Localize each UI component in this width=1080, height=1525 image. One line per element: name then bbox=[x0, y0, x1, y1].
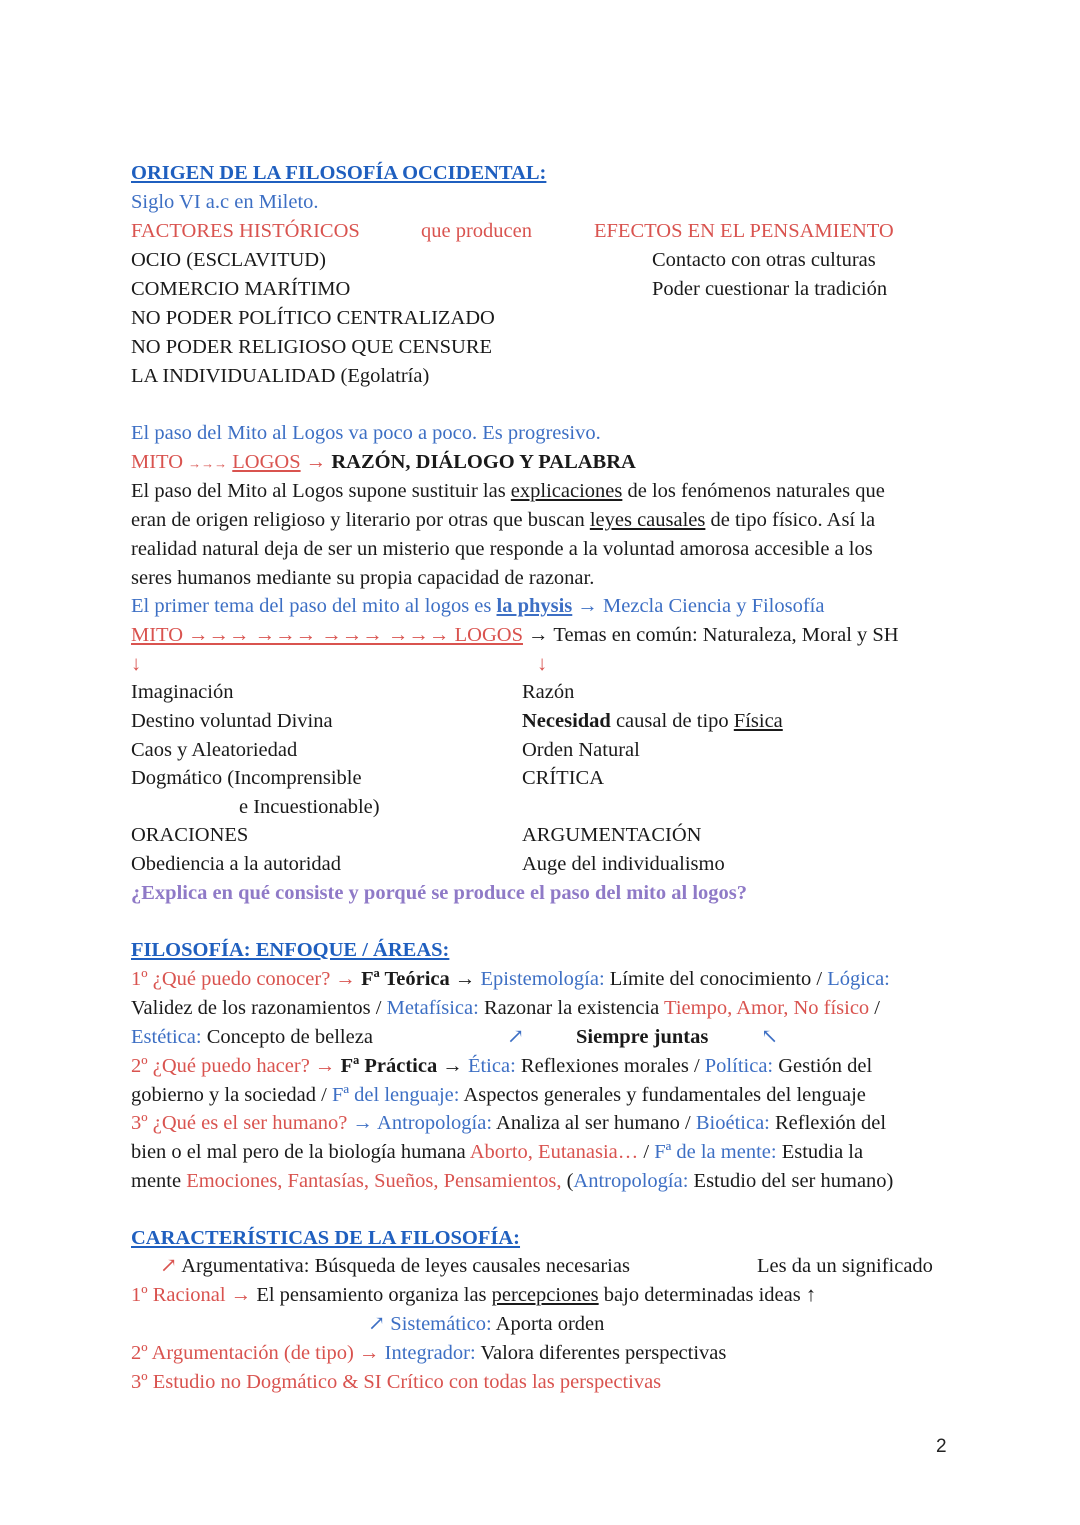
factor-item: LA INDIVIDUALIDAD (Egolatría) bbox=[131, 365, 430, 387]
text-underlined: explicaciones bbox=[510, 480, 623, 502]
col-effects: EFECTOS EN EL PENSAMIENTO bbox=[594, 220, 894, 242]
text: Emociones, Fantasías, Sueños, Pensamientos, bbox=[186, 1170, 562, 1192]
text: Reflexión del bbox=[775, 1112, 887, 1134]
areas-line bbox=[131, 1027, 831, 1048]
paragraph-line: realidad natural deja de ser un misterio que responde a la voluntad amorosa accesible a los bbox=[131, 538, 873, 560]
text: Tiempo, Amor, No físico bbox=[664, 997, 870, 1019]
text: causal de tipo bbox=[610, 710, 734, 732]
text: bajo determinadas ideas ↑ bbox=[598, 1284, 817, 1306]
text: Fª del lenguaje: bbox=[331, 1084, 460, 1106]
text: Bioética: bbox=[695, 1112, 770, 1134]
char-line bbox=[368, 1314, 604, 1335]
logos-label: LOGOS bbox=[232, 451, 301, 473]
mito-item: ORACIONES bbox=[131, 824, 249, 846]
text: Lógica: bbox=[827, 968, 890, 990]
down-arrow-left: ↓ bbox=[131, 653, 142, 675]
factors-header-row bbox=[131, 221, 991, 242]
text-underlined: percepciones bbox=[491, 1284, 599, 1306]
factor-item: COMERCIO MARÍTIMO bbox=[131, 278, 351, 300]
logos-item: ARGUMENTACIÓN bbox=[522, 824, 702, 846]
text: 3º ¿Qué es el ser humano? bbox=[131, 1112, 348, 1134]
paragraph-line: seres humanos mediante su propia capacidad de razonar. bbox=[131, 567, 595, 589]
text: Límite del conocimiento / bbox=[609, 968, 823, 990]
areas-line bbox=[131, 969, 890, 990]
section-title-origen: ORIGEN DE LA FILOSOFÍA OCCIDENTAL: bbox=[131, 162, 547, 184]
mito-to-logos: MITO →→→ →→→ →→→ →→→ LOGOS bbox=[131, 624, 523, 646]
areas-line bbox=[131, 998, 880, 1019]
text: de tipo físico. Así la bbox=[705, 509, 876, 531]
text: El paso del Mito al Logos supone sustituir las bbox=[131, 480, 511, 502]
text: Estudia la bbox=[781, 1141, 864, 1163]
text: Aborto, Eutanasia… bbox=[469, 1141, 639, 1163]
arrow: ↗ bbox=[507, 1026, 525, 1048]
text: Metafísica: bbox=[386, 997, 479, 1019]
text: Ética: bbox=[467, 1055, 516, 1077]
section-title-caracteristicas: CARACTERÍSTICAS DE LA FILOSOFÍA: bbox=[131, 1227, 521, 1249]
text: → Mezcla Ciencia y Filosofía bbox=[577, 595, 825, 617]
text-underlined: leyes causales bbox=[589, 509, 706, 531]
mito-item: Obediencia a la autoridad bbox=[131, 853, 342, 875]
logos-item: Auge del individualismo bbox=[522, 853, 725, 875]
text-bold: Fª Práctica bbox=[340, 1055, 438, 1077]
effect-item: Contacto con otras culturas bbox=[652, 249, 876, 271]
text: / bbox=[874, 997, 880, 1019]
text-underlined: Física bbox=[733, 710, 783, 732]
text: Reflexiones morales / bbox=[520, 1055, 700, 1077]
physis-term: la physis bbox=[496, 595, 573, 617]
text: Estudio del ser humano) bbox=[693, 1170, 894, 1192]
arrows-short: →→→ bbox=[188, 456, 228, 471]
text-bold: Necesidad bbox=[522, 710, 611, 732]
text: Les da un significado bbox=[757, 1255, 933, 1277]
paragraph-line bbox=[131, 510, 875, 531]
section-title-enfoque: FILOSOFÍA: ENFOQUE / ÁREAS: bbox=[131, 939, 450, 961]
mito-label: MITO bbox=[131, 451, 184, 473]
text: El primer tema del paso del mito al logos es bbox=[131, 595, 497, 617]
text: Concepto de belleza bbox=[206, 1026, 373, 1048]
factor-item: NO PODER POLÍTICO CENTRALIZADO bbox=[131, 307, 495, 329]
arrow: → bbox=[305, 451, 327, 473]
text: gobierno y la sociedad / bbox=[131, 1084, 327, 1106]
subtitle-siglo: Siglo VI a.c en Mileto. bbox=[131, 191, 319, 213]
text: Validez de los razonamientos / bbox=[131, 997, 382, 1019]
mito-logos-intro: El paso del Mito al Logos va poco a poco. Es progresivo. bbox=[131, 422, 601, 444]
text: Razonar la existencia bbox=[483, 997, 660, 1019]
physis-line bbox=[131, 596, 824, 617]
text: Integrador: bbox=[384, 1342, 476, 1364]
text: El pensamiento organiza las bbox=[256, 1284, 492, 1306]
areas-line bbox=[131, 1142, 863, 1163]
text: Política: bbox=[704, 1055, 774, 1077]
text: Fª de la mente: bbox=[654, 1141, 777, 1163]
text: / bbox=[643, 1141, 650, 1163]
text: mente bbox=[131, 1170, 182, 1192]
text: de los fenómenos naturales que bbox=[622, 480, 885, 502]
text: Aspectos generales y fundamentales del lenguaje bbox=[463, 1084, 866, 1106]
text: → Antropología: bbox=[352, 1112, 493, 1134]
factor-item: OCIO (ESCLAVITUD) bbox=[131, 249, 326, 271]
areas-line bbox=[131, 1056, 872, 1077]
text: Argumentativa: Búsqueda de leyes causales necesarias bbox=[181, 1255, 630, 1277]
arrow: ↖ bbox=[761, 1026, 779, 1048]
logos-item: Razón bbox=[522, 681, 575, 703]
razon-label: RAZÓN, DIÁLOGO Y PALABRA bbox=[331, 451, 636, 473]
text: ( bbox=[566, 1170, 574, 1192]
text: Aporta orden bbox=[495, 1313, 605, 1335]
text: Analiza al ser humano / bbox=[496, 1112, 691, 1134]
text: 2º ¿Qué puedo hacer? → bbox=[131, 1055, 336, 1077]
effect-item: Poder cuestionar la tradición bbox=[652, 278, 888, 300]
logos-item: CRÍTICA bbox=[522, 767, 604, 789]
char-line bbox=[160, 1256, 950, 1277]
logos-item bbox=[522, 711, 783, 732]
text-bold: Siempre juntas bbox=[576, 1026, 709, 1048]
areas-line bbox=[131, 1085, 866, 1106]
paragraph-line bbox=[131, 481, 885, 502]
mito-item: Caos y Aleatoriedad bbox=[131, 739, 298, 761]
text: Gestión del bbox=[778, 1055, 873, 1077]
long-mito-line bbox=[131, 625, 899, 646]
text: 1º ¿Qué puedo conocer? → bbox=[131, 968, 356, 990]
text: Estética: bbox=[131, 1026, 202, 1048]
areas-line bbox=[131, 1113, 886, 1134]
text-bold: Fª Teórica bbox=[361, 968, 450, 990]
col-produce: que producen bbox=[421, 220, 532, 242]
logos-item: Orden Natural bbox=[522, 739, 640, 761]
mito-item: Imaginación bbox=[131, 681, 234, 703]
mito-logos-line bbox=[131, 452, 636, 473]
mito-item: Destino voluntad Divina bbox=[131, 710, 333, 732]
text: ↗ Sistemático: bbox=[368, 1313, 492, 1335]
down-arrow-right: ↓ bbox=[537, 653, 548, 675]
arrow: → bbox=[442, 1055, 463, 1077]
text: eran de origen religioso y literario por otras que buscan bbox=[131, 509, 590, 531]
char-line bbox=[131, 1285, 816, 1306]
arrow: → bbox=[454, 968, 476, 990]
mito-item: Dogmático (Incomprensible bbox=[131, 767, 362, 789]
col-factors: FACTORES HISTÓRICOS bbox=[131, 220, 360, 242]
text: Epistemología: bbox=[480, 968, 605, 990]
text: bien o el mal pero de la biología humana bbox=[131, 1141, 466, 1163]
question: ¿Explica en qué consiste y porqué se produce el paso del mito al logos? bbox=[131, 882, 747, 904]
arrow: ↗ bbox=[160, 1255, 178, 1277]
mito-item: e Incuestionable) bbox=[239, 796, 380, 818]
char-line bbox=[131, 1343, 726, 1364]
factor-item: NO PODER RELIGIOSO QUE CENSURE bbox=[131, 336, 493, 358]
temas-text: → Temas en común: Naturaleza, Moral y SH bbox=[528, 624, 899, 646]
areas-line bbox=[131, 1171, 893, 1192]
text: Antropología: bbox=[573, 1170, 689, 1192]
char-line: 3º Estudio no Dogmático & SI Crítico con todas las perspectivas bbox=[131, 1371, 662, 1393]
text: Valora diferentes perspectivas bbox=[480, 1342, 727, 1364]
text: 1º Racional → bbox=[131, 1284, 252, 1306]
page-number: 2 bbox=[936, 1436, 947, 1457]
text: 2º Argumentación (de tipo) → bbox=[131, 1342, 380, 1364]
